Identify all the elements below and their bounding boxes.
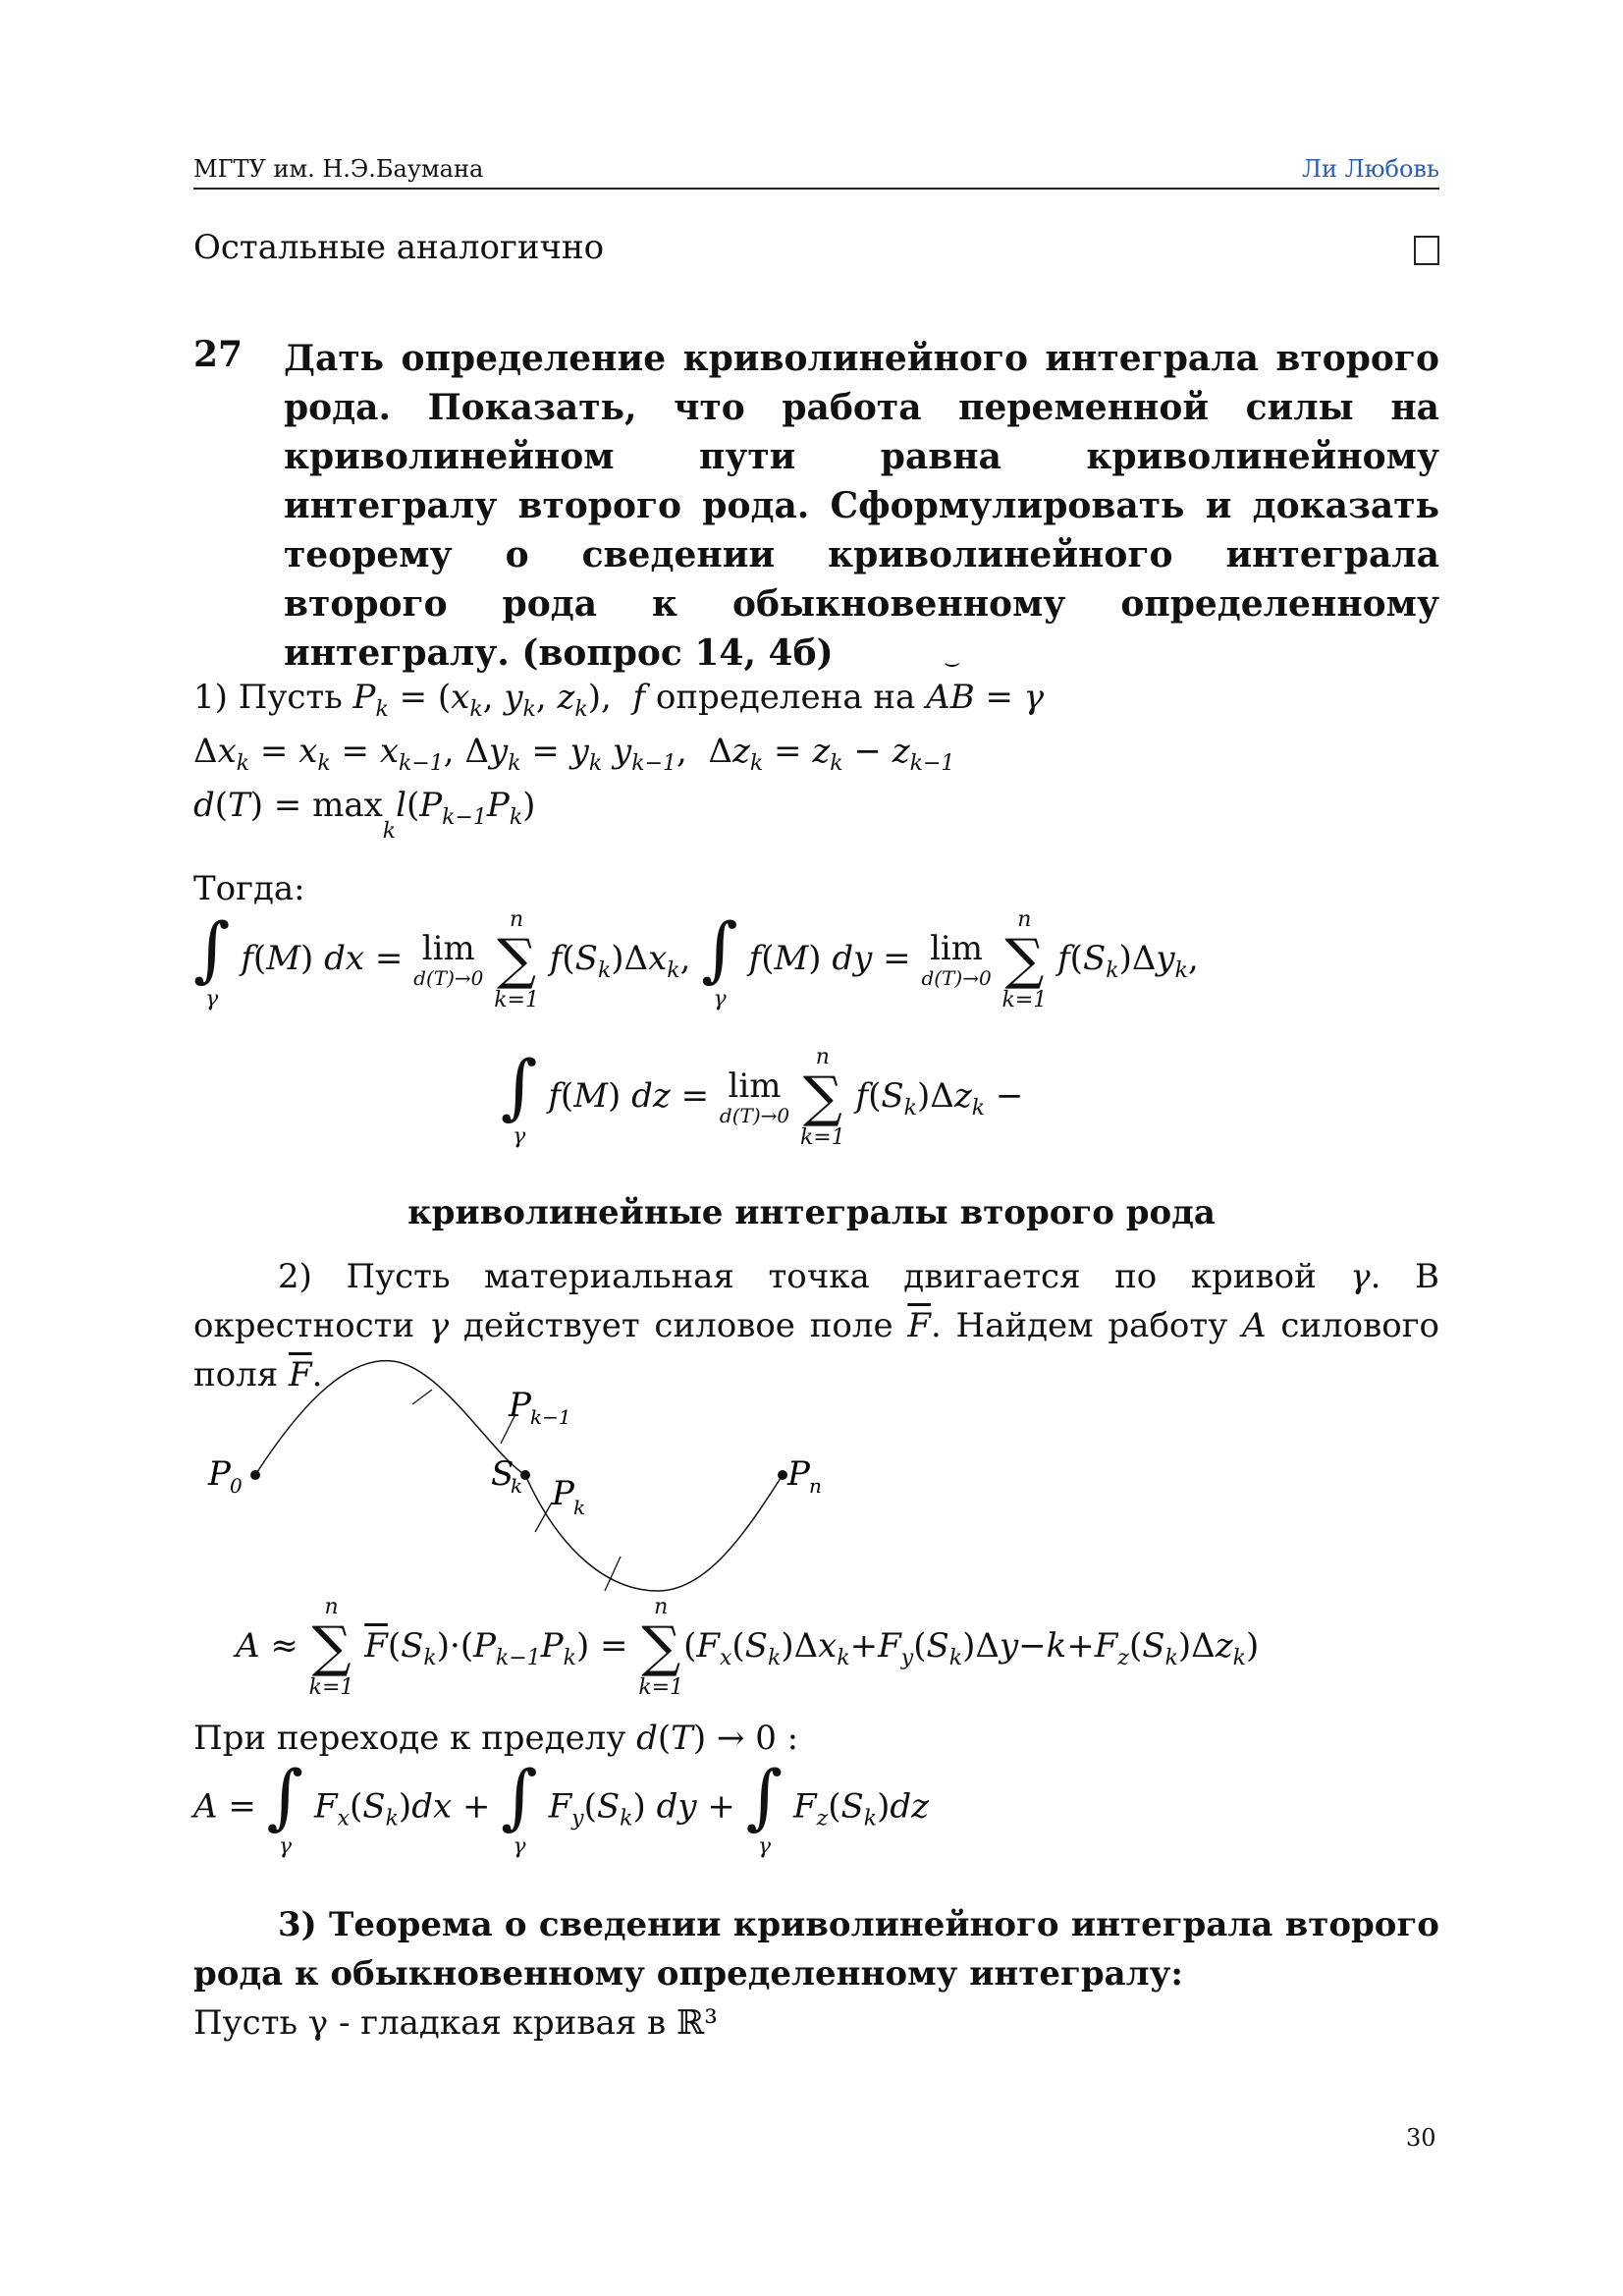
partition-tick: [535, 1503, 552, 1532]
label-pk: P: [552, 1474, 574, 1513]
part1-line1-mid: определена на: [655, 678, 916, 717]
point-p0: [250, 1470, 260, 1480]
partition-tick: [605, 1557, 621, 1591]
label-pn-sub: n: [809, 1474, 822, 1498]
part2-intro: 2) Пусть материальная точка двигается по кривой γ. В окрестности γ действует силовое поле $\overline{F}$. Найдем работу A силового поля $\overline{F}$.: [193, 1257, 1439, 1394]
section-number: 27: [193, 334, 243, 375]
header-institution: МГТУ им. Н.Э.Баумана: [193, 155, 484, 183]
second-kind-heading: криволинейные интегралы второго рода: [407, 1193, 1216, 1232]
part1-line3: $d(T) = \max_kl(P_{k-1}P_k)$: [193, 786, 536, 844]
header-author: Ли Любовь: [1301, 155, 1439, 183]
label-pk1-sub: k−1: [530, 1405, 571, 1429]
part1-line2: $\Delta x_k = x_k = x_{k-1}$, $\Delta y_k = y_k$ $y_{k-1}$, $\Delta z_k = z_k - z_{k-1}$: [193, 732, 955, 776]
limit-transition-text: При переходе к пределу d(T) → 0 :: [193, 1719, 799, 1758]
formula-dz: ∫ γ f(M) dz = lim d(T)→0 n ∑ k=1 $f(S_k)\Delta z_k$ −: [501, 1044, 1024, 1150]
label-p0: P: [208, 1454, 231, 1494]
formula-dx-dy: ∫ γ f(M) dx = lim d(T)→0 n ∑ k=1 $f(S_k)\Delta x_k$, ∫ γ f(M) dy = lim d(T)→0 n ∑ k=1 $f(S_k)\Delta y_k$,: [193, 906, 1199, 1012]
point-pn: [778, 1470, 787, 1480]
then-label: Тогда:: [193, 869, 305, 908]
label-p0-sub: 0: [230, 1474, 243, 1498]
work-integral-formula: A = ∫ γ $F_x(S_k)dx$ + ∫ γ $F_y(S_k)$ dy + ∫ γ $F_z(S_k)dz$: [193, 1755, 930, 1859]
section-title: Дать определение криволинейного интеграла второго рода. Показать, что работа переменной силы на криволинейном пути равна криволинейному интегралу второго рода. Сформулировать и доказать теорему о сведении криволинейного интеграла второго рода к обыкновенному определенному интегралу. (вопрос 14, 4б): [284, 338, 1439, 674]
label-pk1: P: [509, 1386, 531, 1425]
part1-line1-prefix: 1) Пусть: [193, 678, 343, 717]
label-sk: S: [491, 1454, 514, 1494]
theorem-premise: Пусть γ - гладкая кривая в ℝ³: [193, 2003, 718, 2043]
curve-diagram: [177, 1355, 1060, 1611]
label-sk-sub: k: [511, 1474, 523, 1498]
part1-line1: 1) Пусть $P_k = (x_k$, $y_k$, $z_k$), f определена на AB ⌣ = γ: [193, 648, 1045, 722]
partition-tick: [412, 1390, 432, 1404]
theorem-heading: 3) Теорема о сведении криволинейного интеграла второго рода к обыкновенному определенному интегралу:: [193, 1905, 1439, 1994]
section-heading: [193, 334, 1439, 678]
label-pn: P: [787, 1454, 810, 1494]
page-number: 30: [1406, 2124, 1436, 2152]
header-rule: [193, 188, 1439, 190]
previous-proof-end: Остальные аналогично: [193, 228, 605, 267]
qed-box-icon: [1414, 236, 1439, 265]
work-approx-formula: A ≈ n ∑ k=1 $\overline{F}(S_k)\cdot(P_{k-1}P_k)$ = n ∑ k=1 $(F_x(S_k)\Delta x_k+F_y(S_k)\Delta y-k+F_z(S_k)\Delta z_k)$: [236, 1595, 1260, 1700]
label-pk-sub: k: [573, 1496, 586, 1519]
